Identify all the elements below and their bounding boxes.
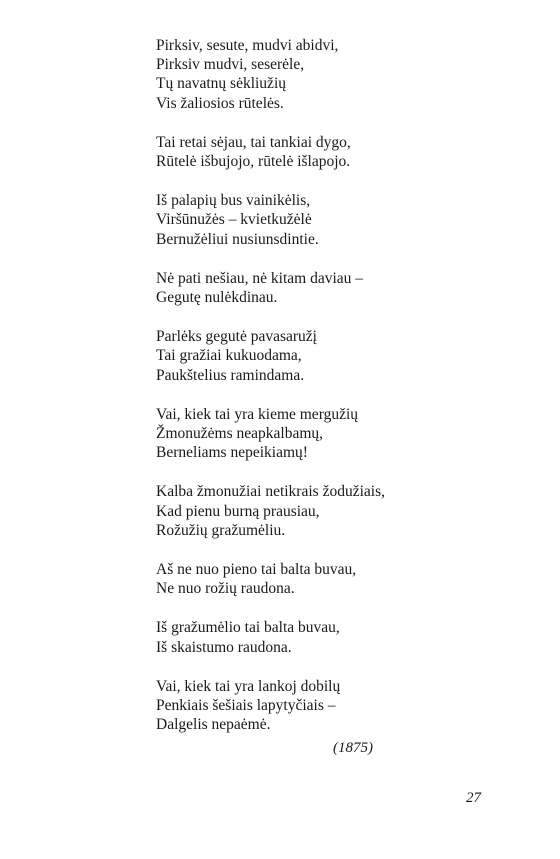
poem-line: Tai gražiai kukuodama, — [156, 347, 302, 365]
poem-date: (1875) — [333, 740, 373, 756]
stanza — [156, 133, 456, 171]
poem — [156, 36, 456, 754]
poem-line: Kad pienu burną prausiau, — [156, 502, 320, 520]
stanza — [156, 269, 456, 307]
page-number: 27 — [466, 790, 481, 806]
poem-line: Tų navatnų sėkliužių — [156, 75, 286, 93]
poem-line: Vai, kiek tai yra lankoj dobilų — [156, 677, 341, 695]
poem-line: Penkiais šešiais lapytyčiais – — [156, 697, 336, 715]
stanza — [156, 405, 456, 463]
poem-line: Paukštelius ramindama. — [156, 366, 305, 384]
poem-line: Vis žaliosios rūtelės. — [156, 94, 284, 112]
stanza — [156, 677, 456, 735]
poem-line: Iš skaistumo raudona. — [156, 638, 292, 656]
poem-line: Pirksiv mudvi, seserėle, — [156, 56, 305, 74]
poem-line: Aš ne nuo pieno tai balta buvau, — [156, 561, 357, 579]
poem-line: Vai, kiek tai yra kieme mergužių — [156, 405, 359, 423]
poem-line: Rūtelė išbujojo, rūtelė išlapojo. — [156, 153, 351, 171]
poem-line: Dalgelis nepaėmė. — [156, 716, 271, 734]
poem-line: Gegutę nulėkdinau. — [156, 289, 278, 307]
poem-line: Kalba žmonužiai netikrais žodužiais, — [156, 483, 385, 501]
stanza — [156, 482, 456, 540]
poem-line: Pirksiv, sesute, mudvi abidvi, — [156, 37, 339, 54]
poem-line: Nė pati nešiau, nė kitam daviau – — [156, 269, 364, 287]
stanza — [156, 560, 456, 598]
stanza — [156, 191, 456, 249]
poem-line: Ne nuo rožių raudona. — [156, 580, 295, 598]
poem-line: Viršūnužės – kvietkužėlė — [156, 211, 312, 229]
poem-line: Tai retai sėjau, tai tankiai dygo, — [156, 133, 351, 151]
poem-line: Rožužių gražumėliu. — [156, 521, 286, 539]
poem-line: Žmonužėms neapkalbamų, — [156, 425, 324, 443]
poem-line: Parlėks gegutė pavasaružį — [156, 328, 317, 346]
stanza — [156, 36, 456, 113]
poem-line: Iš palapių bus vainikėlis, — [156, 192, 311, 210]
poem-line: Iš gražumėlio tai balta buvau, — [156, 619, 340, 637]
stanza — [156, 618, 456, 656]
poem-line: Bernužėliui nusiunsdintie. — [156, 230, 319, 248]
stanza — [156, 327, 456, 385]
poem-line: Berneliams nepeikiamų! — [156, 444, 308, 462]
